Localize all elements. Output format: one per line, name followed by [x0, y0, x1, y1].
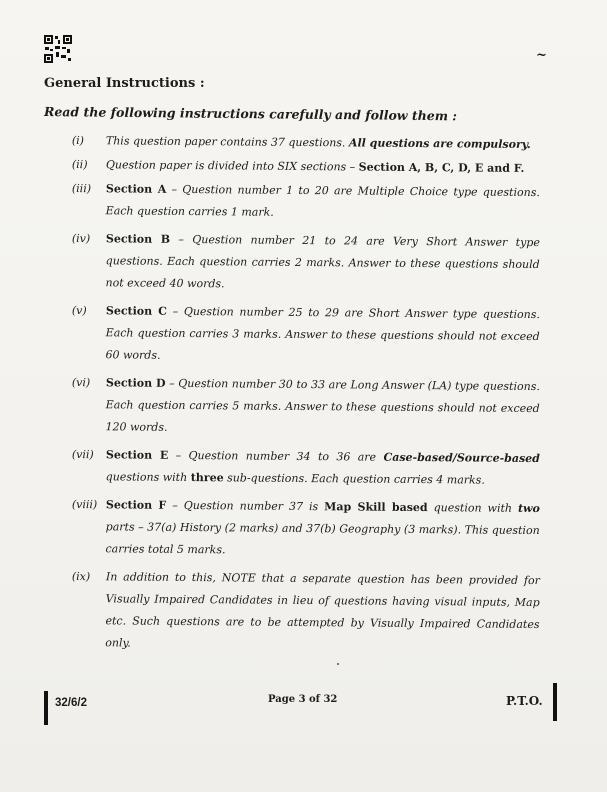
section-label: Section C	[105, 304, 167, 318]
item-text: – Question number 25 to 29 are Short Answer type questions. Each question carries 3 marks. Answer to these questions should not exceed 60 words.	[105, 304, 540, 362]
item-text: question with	[427, 501, 519, 515]
intro-text: Read the following instructions carefully and follow them :	[43, 104, 458, 124]
item-text: – Question number 21 to 24 are Very Short Answer type questions. Each question carries 2 marks. Answer to these questions should not exceed 40 words.	[105, 232, 540, 291]
item-text: questions with	[105, 470, 191, 485]
corner-mark: ~	[536, 48, 547, 63]
list-item	[71, 228, 540, 298]
list-item	[72, 154, 540, 180]
section-label: Section E	[105, 448, 169, 462]
item-text: – Question number 1 to 20 are Multiple Choice type questions. Each question carries 1 mark.	[105, 182, 540, 219]
item-number: (iv)	[71, 231, 91, 246]
item-text: parts – 37(a) History (2 marks) and 37(b) Geography (3 marks). This question carries total 5 marks.	[105, 520, 540, 557]
page-title: General Instructions :	[44, 76, 205, 91]
qr-code-icon	[44, 35, 72, 63]
item-emphasis: two	[517, 501, 540, 516]
item-emphasis: Map Skill based	[324, 500, 428, 515]
instruction-list	[72, 130, 540, 654]
paper-code: 32/6/2	[55, 697, 87, 709]
section-label: Section D	[105, 376, 166, 390]
section-label: Section B	[105, 232, 171, 246]
page-number: Page 3 of 32	[268, 694, 338, 705]
item-number: (viii)	[71, 497, 98, 512]
item-text: sub-questions. Each question carries 4 marks.	[223, 471, 485, 487]
pto-label: P.T.O.	[506, 694, 543, 708]
ink-speck	[337, 663, 339, 665]
item-text: – Question number 34 to 36 are	[168, 448, 384, 464]
item-emphasis: All questions are compulsory.	[348, 136, 531, 152]
item-number: (i)	[71, 133, 85, 148]
list-item	[72, 178, 540, 226]
item-emphasis: Case-based/Source-based	[383, 450, 540, 466]
list-item	[71, 372, 540, 442]
item-emphasis: three	[190, 471, 224, 485]
left-margin-bar	[44, 691, 48, 725]
section-label: Section F	[105, 498, 167, 512]
list-item	[72, 444, 540, 492]
list-item	[71, 566, 540, 658]
item-text: – Question number 37 is	[166, 498, 325, 514]
item-number: (vi)	[71, 375, 91, 390]
item-number: (ix)	[71, 569, 91, 584]
item-number: (vii)	[71, 447, 94, 462]
list-item	[71, 494, 540, 564]
item-text: – Question number 30 to 33 are Long Answer (LA) type questions. Each question carries 5 marks. Answer to these questions should not exceed 120 words.	[105, 376, 540, 434]
item-number: (iii)	[71, 181, 92, 196]
right-margin-bar	[553, 683, 557, 721]
item-number: (v)	[71, 303, 87, 318]
list-item	[72, 130, 540, 156]
item-number: (ii)	[71, 157, 88, 172]
section-label: Section A	[105, 182, 167, 196]
item-text: Question paper is divided into SIX sections –	[105, 158, 359, 174]
item-emphasis: Section A, B, C, D, E and F.	[358, 160, 525, 175]
item-text: In addition to this, NOTE that a separate question has been provided for Visually Impaired Candidates in lieu of questions having visual inputs, Map etc. Such questions are to be attempted by Visually Impaired Candidates only.	[105, 570, 540, 650]
list-item	[71, 300, 540, 370]
item-text: This question paper contains 37 questions.	[105, 134, 350, 150]
